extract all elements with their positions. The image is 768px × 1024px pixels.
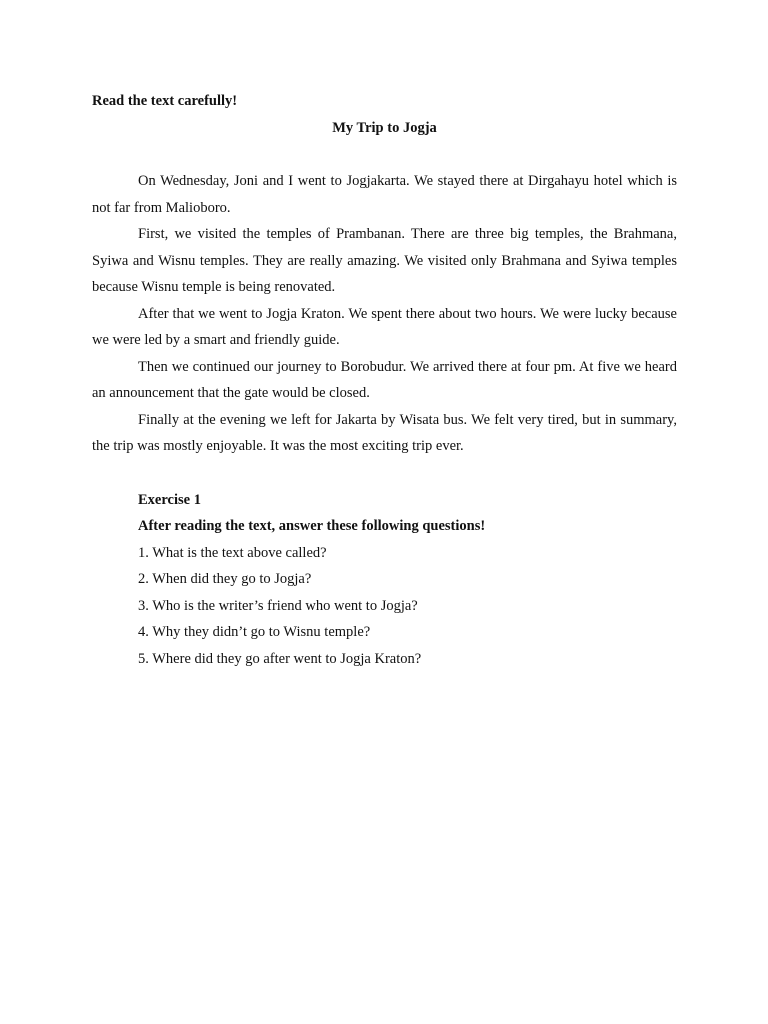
question-item: 5. Where did they go after went to Jogja Kraton? [138, 650, 422, 667]
question-item: 1. What is the text above called? [138, 544, 327, 561]
instruction-heading: Read the text carefully! [92, 93, 238, 109]
question-item: 3. Who is the writer’s friend who went to Jogja? [138, 597, 418, 614]
paragraph: Finally at the evening we left for Jakarta by Wisata bus. We felt very tired, but in summary, the trip was mostly enjoyable. It was the most exciting trip ever. [92, 411, 677, 454]
document-page [92, 88, 677, 672]
paragraph: After that we went to Jogja Kraton. We spent there about two hours. We were lucky because we were led by a smart and friendly guide. [92, 305, 677, 348]
paragraph: First, we visited the temples of Prambanan. There are three big temples, the Brahmana, Syiwa and Wisnu temples. They are really amazing. We visited only Brahmana and Syiwa temples because Wisnu temple is being renovated. [92, 226, 677, 295]
paragraph: Then we continued our journey to Borobudur. We arrived there at four pm. At five we heard an announcement that the gate would be closed. [92, 358, 677, 401]
exercise-title: Exercise 1 [138, 491, 201, 508]
question-item: 2. When did they go to Jogja? [138, 571, 312, 587]
text-title: My Trip to Jogja [332, 120, 437, 136]
paragraph: On Wednesday, Joni and I went to Jogjakarta. We stayed there at Dirgahayu hotel which is not far from Malioboro. [92, 173, 677, 216]
question-list [138, 540, 677, 673]
narrative-text [92, 168, 677, 460]
exercise-section [92, 487, 677, 673]
question-item: 4. Why they didn’t go to Wisnu temple? [138, 624, 371, 640]
exercise-instruction: After reading the text, answer these following questions! [138, 518, 486, 534]
